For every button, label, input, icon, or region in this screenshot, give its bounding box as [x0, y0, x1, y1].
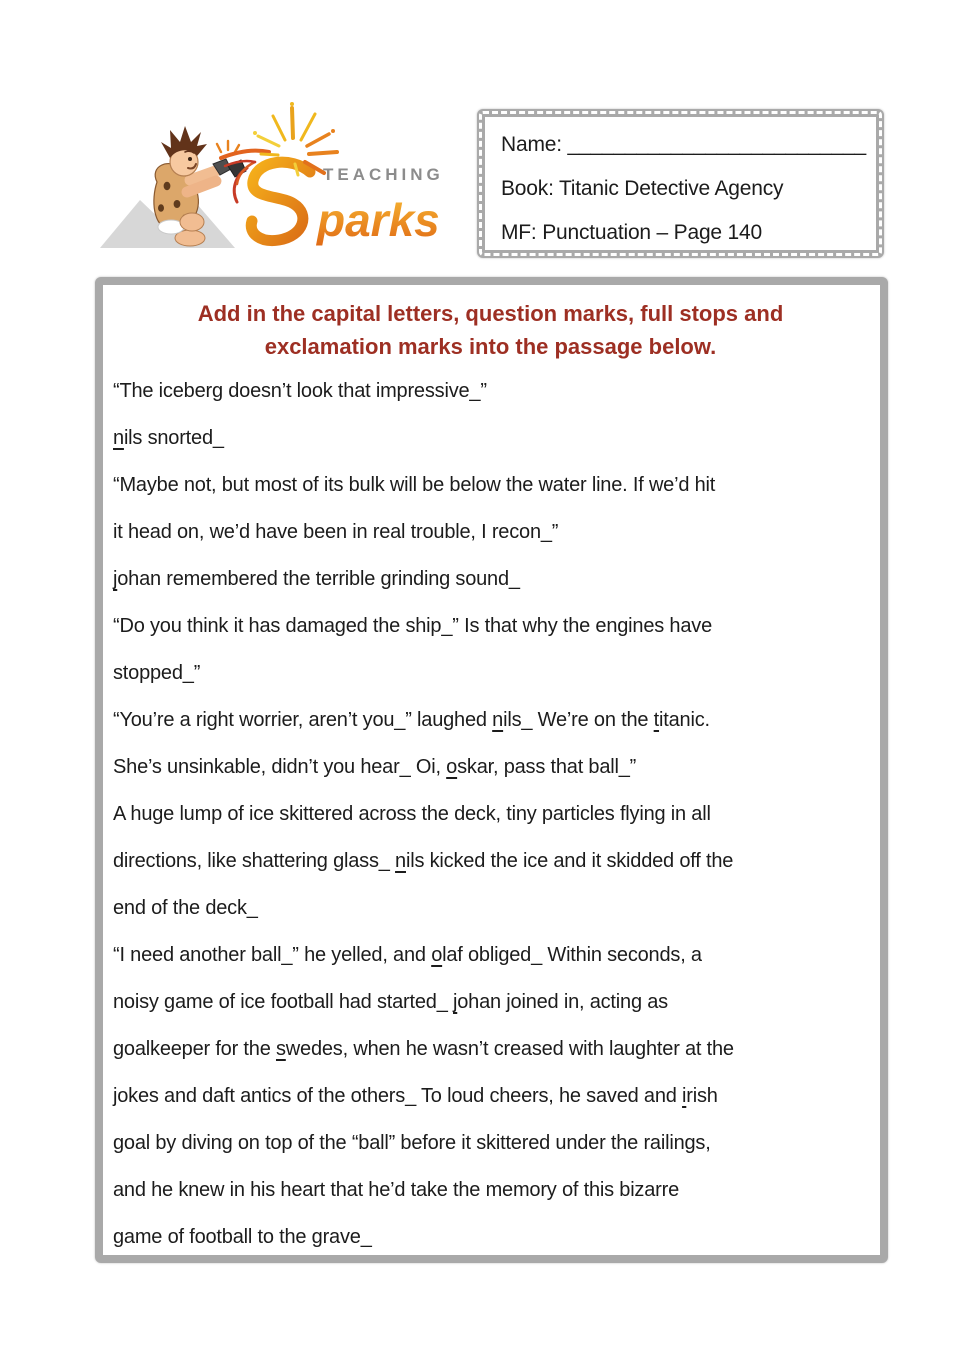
- passage: [113, 368, 868, 1261]
- passage-line: She’s unsinkable, didn’t you hear_ Oi, oskar, pass that ball_”: [113, 756, 637, 778]
- passage-line: noisy game of ice football had started_ johan joined in, acting as: [113, 991, 668, 1013]
- capital-letter-blank: n: [113, 427, 124, 449]
- passage-line: it head on, we’d have been in real trouble, I recon_”: [113, 521, 559, 543]
- passage-line: and he knew in his heart that he’d take the memory of this bizarre: [113, 1179, 679, 1201]
- passage-line: johan remembered the terrible grinding sound_: [113, 568, 520, 590]
- capital-letter-blank: o: [446, 756, 458, 778]
- passage-box: [95, 277, 888, 1263]
- teaching-sparks-logo: [95, 100, 467, 256]
- capital-letter-blank: j: [113, 568, 118, 590]
- passage-line: end of the deck_: [113, 897, 258, 919]
- passage-line: “You’re a right worrier, aren’t you_” laughed nils_ We’re on the titanic.: [113, 709, 710, 731]
- logo-s-swoosh-icon: [251, 162, 310, 240]
- capital-letter-blank: n: [492, 709, 504, 731]
- passage-line: stopped_”: [113, 662, 201, 684]
- passage-line: directions, like shattering glass_ nils kicked the ice and it skidded off the: [113, 850, 734, 872]
- logo-graphic: [95, 100, 467, 256]
- passage-line: goal by diving on top of the “ball” before it skittered under the railings,: [113, 1132, 711, 1154]
- instructions-title-line1: Add in the capital letters, question marks, full stops and: [197, 301, 784, 326]
- student-info-box: [477, 109, 884, 258]
- passage-line: A huge lump of ice skittered across the deck, tiny particles flying in all: [113, 803, 711, 825]
- passage-line: “The iceberg doesn’t look that impressive_”: [113, 380, 487, 402]
- mf-page-label: MF: Punctuation – Page 140: [501, 221, 762, 244]
- capital-letter-blank: j: [453, 991, 458, 1013]
- capital-letter-blank: t: [653, 709, 660, 731]
- passage-line: “Maybe not, but most of its bulk will be below the water line. If we’d hit: [113, 474, 716, 496]
- caveman-boy-icon: [154, 126, 246, 246]
- capital-letter-blank: i: [682, 1085, 687, 1107]
- passage-line: game of football to the grave_: [113, 1226, 372, 1248]
- passage-line: “Do you think it has damaged the ship_” Is that why the engines have: [113, 615, 712, 637]
- instructions-title-line2: exclamation marks into the passage below.: [264, 334, 717, 359]
- capital-letter-blank: s: [275, 1038, 286, 1060]
- capital-letter-blank: n: [395, 850, 406, 872]
- name-field: Name: __________________________: [501, 133, 866, 156]
- passage-line: nils snorted_: [113, 427, 224, 449]
- passage-line: “I need another ball_” he yelled, and olaf obliged_ Within seconds, a: [113, 944, 702, 966]
- instructions-title: [113, 293, 868, 363]
- passage-line: goalkeeper for the swedes, when he wasn’t creased with laughter at the: [113, 1038, 734, 1060]
- book-label: Book: Titanic Detective Agency: [501, 177, 784, 200]
- logo-sparks-text: parks: [317, 194, 440, 246]
- capital-letter-blank: o: [431, 944, 443, 966]
- logo-teaching-text: TEACHING: [323, 165, 444, 184]
- passage-line: jokes and daft antics of the others_ To loud cheers, he saved and irish: [113, 1085, 718, 1107]
